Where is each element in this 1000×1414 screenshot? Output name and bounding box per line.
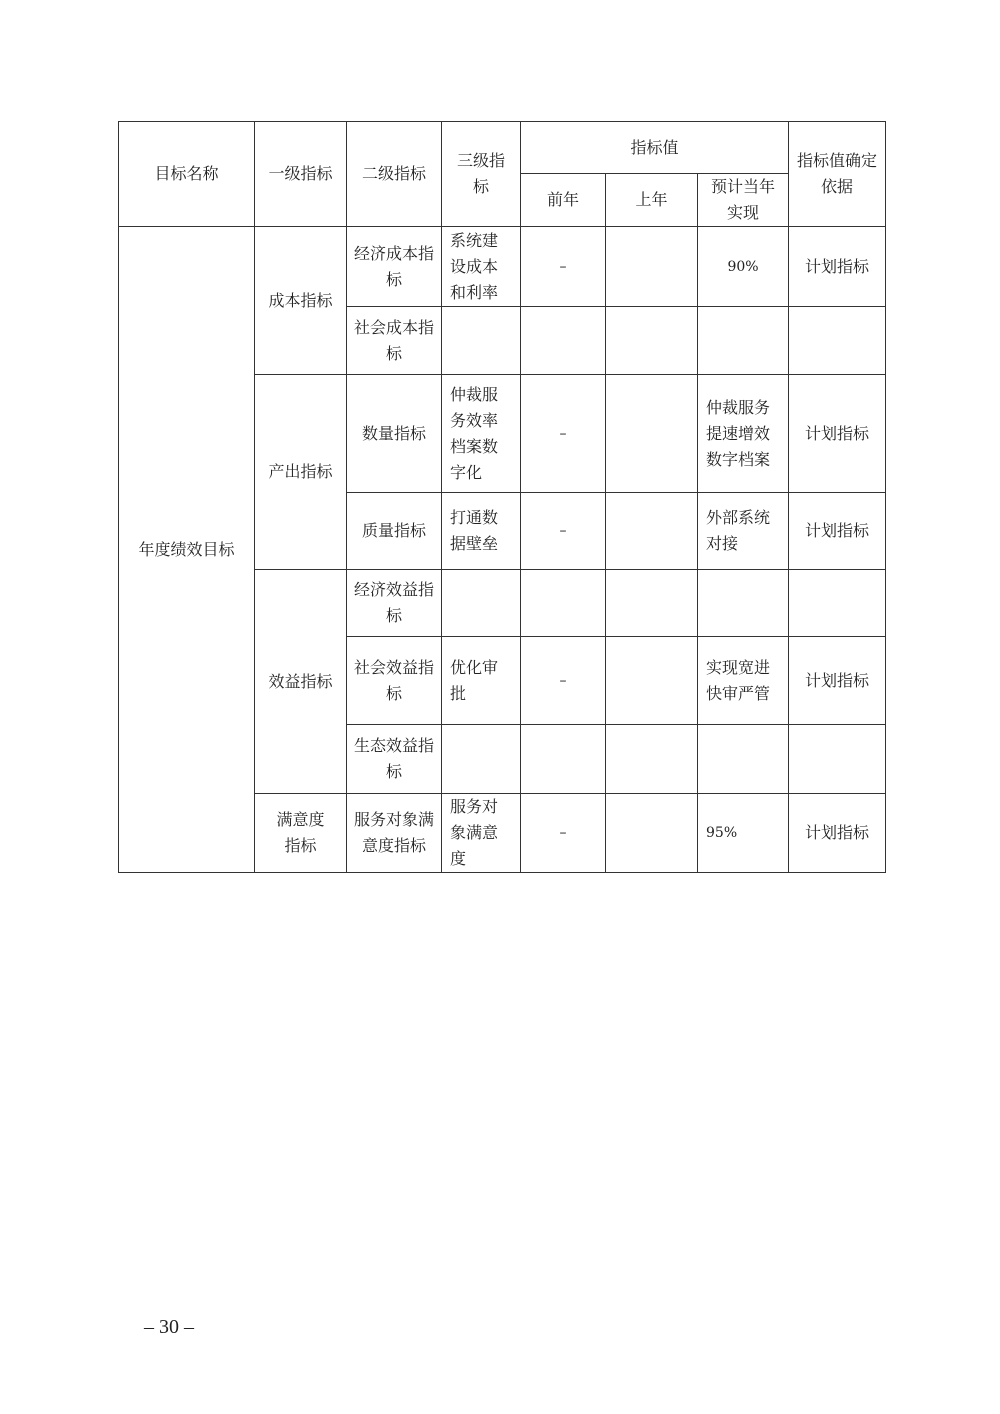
level1-cell: 产出指标 [255, 375, 347, 570]
basis-cell: 计划指标 [789, 493, 886, 570]
last-year-cell [606, 570, 698, 637]
level2-cell: 质量指标 [347, 493, 442, 570]
basis-cell: 计划指标 [789, 227, 886, 307]
last-year-cell [606, 725, 698, 794]
level2-cell: 社会效益指标 [347, 637, 442, 725]
performance-goals-table [118, 121, 886, 873]
last-year-cell [606, 375, 698, 493]
expected-cell [698, 307, 789, 375]
level3-cell: 优化审批 [442, 637, 521, 725]
header-level2: 二级指标 [347, 122, 442, 227]
header-row-main [119, 122, 886, 174]
level2-cell: 数量指标 [347, 375, 442, 493]
prev-year-cell: – [521, 493, 606, 570]
header-basis: 指标值确定依据 [789, 122, 886, 227]
header-level1: 一级指标 [255, 122, 347, 227]
performance-table-container [118, 121, 885, 873]
table-row [119, 227, 886, 307]
level3-cell: 系统建设成本和利率 [442, 227, 521, 307]
level3-cell [442, 307, 521, 375]
level2-cell: 经济成本指标 [347, 227, 442, 307]
level2-cell: 经济效益指标 [347, 570, 442, 637]
prev-year-cell: – [521, 794, 606, 873]
page-number: – 30 – [144, 1316, 194, 1338]
prev-year-cell [521, 570, 606, 637]
expected-cell: 仲裁服务提速增效数字档案 [698, 375, 789, 493]
expected-cell: 外部系统对接 [698, 493, 789, 570]
level3-cell: 仲裁服务效率档案数字化 [442, 375, 521, 493]
prev-year-cell: – [521, 375, 606, 493]
level2-cell: 服务对象满意度指标 [347, 794, 442, 873]
last-year-cell [606, 307, 698, 375]
header-prev-year: 前年 [521, 174, 606, 227]
header-goal-name: 目标名称 [119, 122, 255, 227]
basis-cell: 计划指标 [789, 375, 886, 493]
level2-cell: 生态效益指标 [347, 725, 442, 794]
expected-cell: 95% [698, 794, 789, 873]
basis-cell [789, 570, 886, 637]
level1-cell: 满意度指标 [255, 794, 347, 873]
prev-year-cell [521, 725, 606, 794]
header-expected-current: 预计当年实现 [698, 174, 789, 227]
basis-cell [789, 725, 886, 794]
header-level3: 三级指标 [442, 122, 521, 227]
prev-year-cell: – [521, 637, 606, 725]
basis-cell: 计划指标 [789, 794, 886, 873]
expected-cell: 实现宽进快审严管 [698, 637, 789, 725]
last-year-cell [606, 637, 698, 725]
level1-cell: 效益指标 [255, 570, 347, 794]
last-year-cell [606, 794, 698, 873]
last-year-cell [606, 493, 698, 570]
expected-cell [698, 725, 789, 794]
level3-cell: 打通数据壁垒 [442, 493, 521, 570]
last-year-cell [606, 227, 698, 307]
basis-cell [789, 307, 886, 375]
prev-year-cell [521, 307, 606, 375]
level3-cell: 服务对象满意度 [442, 794, 521, 873]
expected-cell [698, 570, 789, 637]
prev-year-cell: – [521, 227, 606, 307]
level3-cell [442, 725, 521, 794]
basis-cell: 计划指标 [789, 637, 886, 725]
level1-cell: 成本指标 [255, 227, 347, 375]
level2-cell: 社会成本指标 [347, 307, 442, 375]
level3-cell [442, 570, 521, 637]
header-last-year: 上年 [606, 174, 698, 227]
expected-cell: 90% [698, 227, 789, 307]
header-value: 指标值 [521, 122, 789, 174]
goal-cell: 年度绩效目标 [119, 227, 255, 873]
